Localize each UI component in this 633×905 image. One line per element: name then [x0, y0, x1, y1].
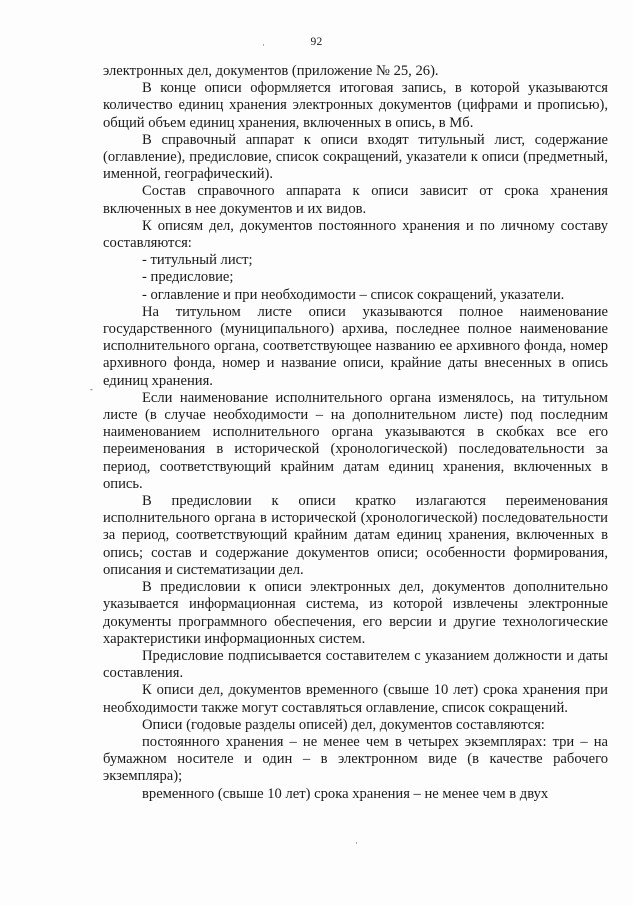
paragraph: Если наименование исполнительного органа изменялось, на титульном листе (в случае необходимости – на дополнительном листе) под последним наименованием исполнительного органа указываются в скобках все его переименования в исторической (хронологической) последовательности за период, соответствующий крайним датам единиц хранения, включенных в опись.	[103, 389, 608, 492]
scan-speck: -	[90, 384, 93, 394]
paragraph: К описи дел, документов временного (свыше 10 лет) срока хранения при необходимости также могут составляться оглавление, список сокращений.	[103, 682, 608, 716]
paragraph: На титульном листе описи указываются полное наименование государственного (муниципального) архива, последнее полное наименование исполнительного органа, соответствующее названию ее архивного фонда, номер архивного фонда, номер и название описи, крайние даты внесенных в опись единиц хранения.	[103, 303, 608, 389]
list-item: - предисловие;	[142, 269, 234, 286]
paragraph: В предисловии к описи кратко излагаются переименования исполнительного органа в исторической (хронологической) последовательности за период, соответствующий крайним датам единиц хранения, включенных в опись; состав и содержание документов описи; особенности формирования, описания и систематизации дел.	[103, 493, 608, 578]
paragraph: Описи (годовые разделы описей) дел, документов составляются:	[142, 716, 545, 733]
page-number: 92	[310, 36, 323, 48]
paragraph: В предисловии к описи электронных дел, документов дополнительно указывается информационная система, из которой извлечены электронные документы программного обеспечения, его версии и другие технологические характеристики информационных систем.	[103, 579, 608, 647]
paragraph: К описям дел, документов постоянного хранения и по личному составу составляются:	[103, 217, 608, 252]
document-body	[103, 63, 608, 803]
paragraph: постоянного хранения – не менее чем в четырех экземплярах: три – на бумажном носителе и один – в электронном виде (в качестве рабочего экземпляра);	[103, 733, 608, 785]
paragraph: Предисловие подписывается составителем с указанием должности и даты составления.	[103, 647, 608, 682]
scan-speck: ·	[262, 40, 265, 50]
list-item: - титульный лист;	[142, 252, 253, 269]
paragraph: временного (свыше 10 лет) срока хранения – не менее чем в двух	[142, 785, 549, 802]
list-item: - оглавление и при необходимости – список сокращений, указатели.	[142, 286, 565, 303]
paragraph: В справочный аппарат к описи входят титульный лист, содержание (оглавление), предисловие, список сокращений, указатели к описи (предметный, именной, географический).	[103, 131, 608, 183]
paragraph: В конце описи оформляется итоговая запись, в которой указываются количество единиц хранения электронных документов (цифрами и прописью), общий объем единиц хранения, включенных в опись, в Мб.	[103, 80, 608, 131]
paragraph: электронных дел, документов (приложение № 25, 26).	[103, 63, 439, 79]
scan-speck: ·	[355, 838, 358, 848]
paragraph: Состав справочного аппарата к описи зависит от срока хранения включенных в нее документов и их видов.	[103, 183, 608, 217]
